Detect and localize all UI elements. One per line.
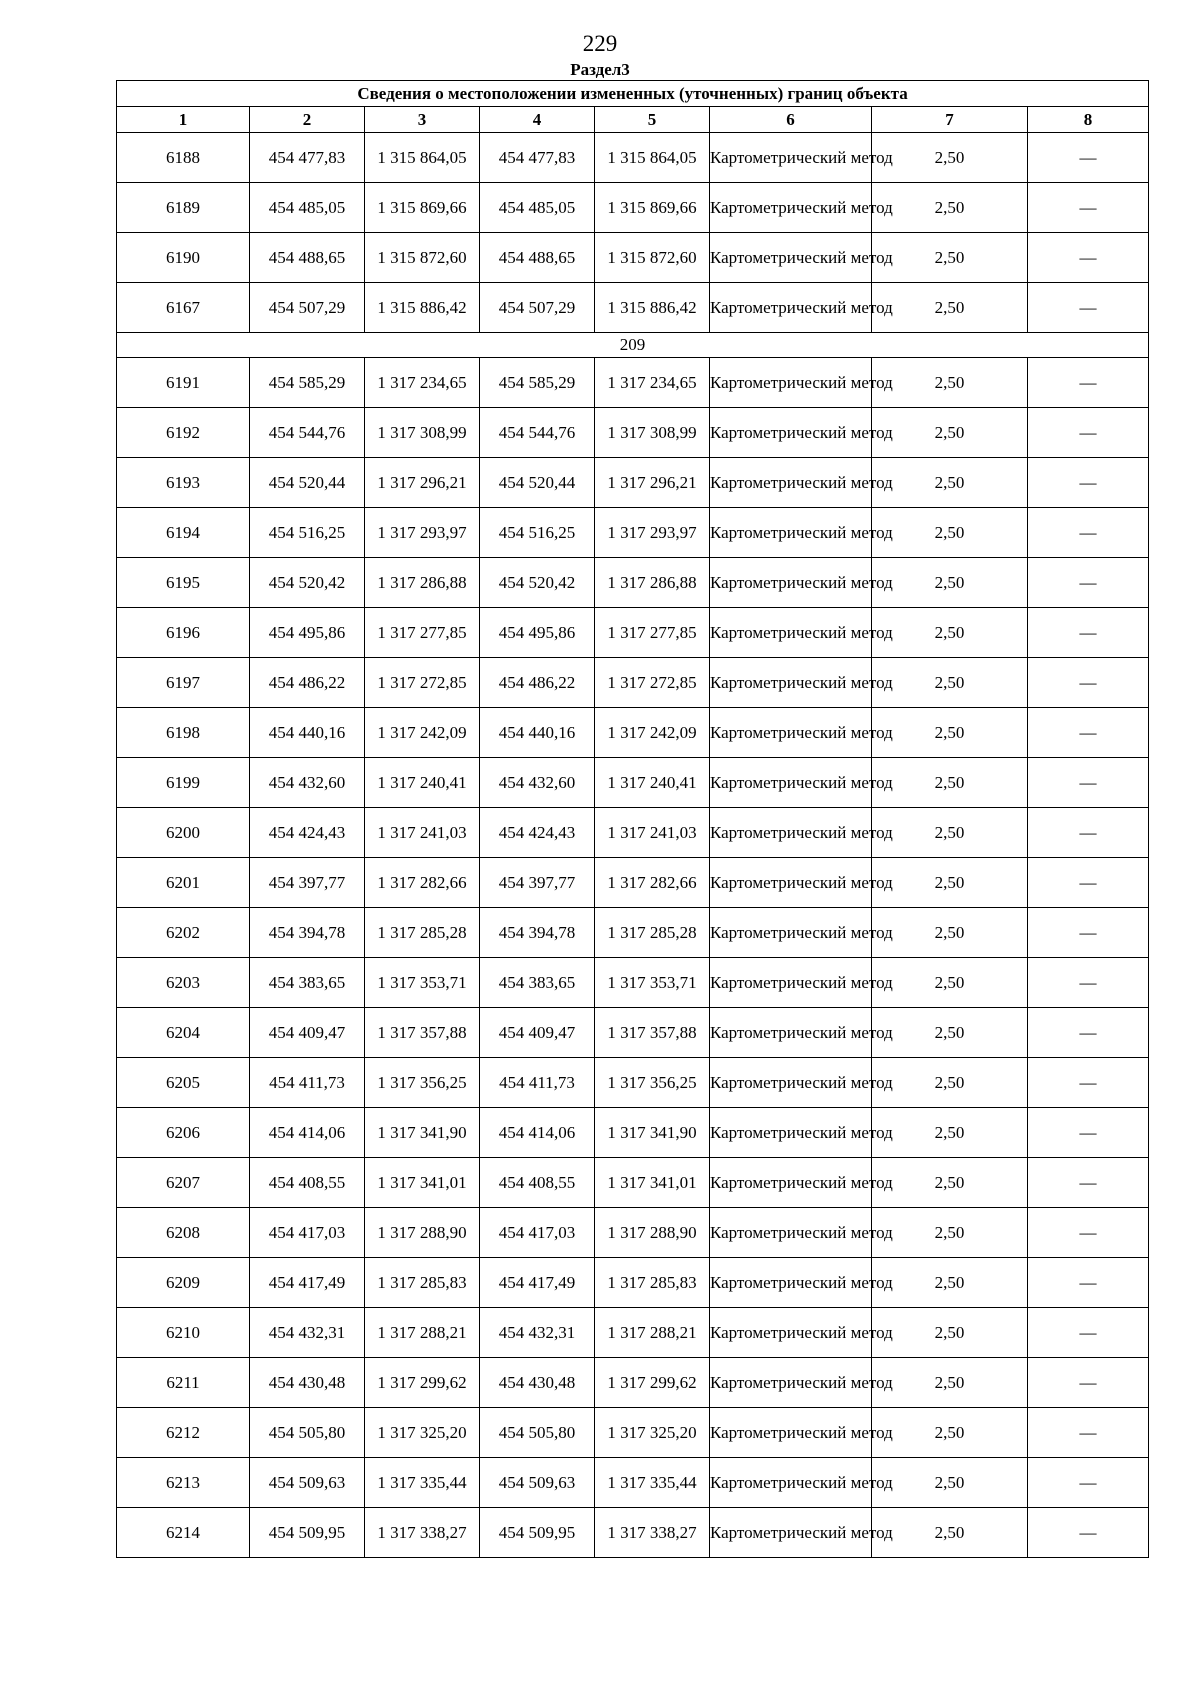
- coordinate-cell: 1 317 282,66: [365, 858, 480, 908]
- coordinate-cell: 454 585,29: [250, 358, 365, 408]
- table-row: [117, 458, 1149, 508]
- coordinate-cell: 454 507,29: [480, 283, 595, 333]
- coordinate-cell: 1 317 277,85: [365, 608, 480, 658]
- accuracy-cell: 2,50: [872, 1308, 1028, 1358]
- coordinate-cell: 1 317 338,27: [365, 1508, 480, 1558]
- coordinate-cell: 1 315 886,42: [595, 283, 710, 333]
- column-number: 8: [1028, 107, 1149, 133]
- method-cell: Картометрический метод: [710, 1008, 872, 1058]
- table-row: [117, 283, 1149, 333]
- accuracy-cell: 2,50: [872, 283, 1028, 333]
- coordinate-cell: 454 585,29: [480, 358, 595, 408]
- coordinate-cell: 1 315 864,05: [595, 133, 710, 183]
- accuracy-cell: 2,50: [872, 608, 1028, 658]
- coordinate-cell: 454 507,29: [250, 283, 365, 333]
- accuracy-cell: 2,50: [872, 1108, 1028, 1158]
- accuracy-cell: 2,50: [872, 408, 1028, 458]
- coordinate-cell: 454 488,65: [250, 233, 365, 283]
- coordinate-cell: 454 505,80: [250, 1408, 365, 1458]
- coordinate-cell: 454 411,73: [250, 1058, 365, 1108]
- coordinate-cell: 1 315 869,66: [365, 183, 480, 233]
- page-number: 229: [582, 31, 618, 56]
- table-row: [117, 558, 1149, 608]
- table-row: [117, 508, 1149, 558]
- table-row: [117, 1408, 1149, 1458]
- coordinate-cell: 1 317 325,20: [365, 1408, 480, 1458]
- table-row: [117, 658, 1149, 708]
- coordinate-cell: 454 383,65: [250, 958, 365, 1008]
- coordinate-cell: 454 440,16: [250, 708, 365, 758]
- table-row: [117, 133, 1149, 183]
- accuracy-cell: 2,50: [872, 1408, 1028, 1458]
- empty-value-cell: —: [1028, 458, 1149, 508]
- coordinate-cell: 1 317 296,21: [595, 458, 710, 508]
- coordinate-cell: 1 315 872,60: [365, 233, 480, 283]
- table-caption: Сведения о местоположении измененных (уточненных) границ объекта: [117, 81, 1149, 107]
- coordinate-cell: 1 317 277,85: [595, 608, 710, 658]
- table-row: [117, 183, 1149, 233]
- accuracy-cell: 2,50: [872, 1008, 1028, 1058]
- coordinate-cell: 454 430,48: [250, 1358, 365, 1408]
- accuracy-cell: 2,50: [872, 858, 1028, 908]
- empty-value-cell: —: [1028, 558, 1149, 608]
- method-cell: Картометрический метод: [710, 133, 872, 183]
- empty-value-cell: —: [1028, 1358, 1149, 1408]
- coordinate-cell: 454 414,06: [480, 1108, 595, 1158]
- coordinate-cell: 454 495,86: [480, 608, 595, 658]
- coordinate-cell: 1 317 285,83: [595, 1258, 710, 1308]
- coordinate-cell: 454 495,86: [250, 608, 365, 658]
- coordinate-cell: 1 317 234,65: [595, 358, 710, 408]
- coordinate-cell: 454 509,95: [480, 1508, 595, 1558]
- point-id-cell: 6205: [117, 1058, 250, 1108]
- table-row: [117, 1108, 1149, 1158]
- coordinate-cell: 454 485,05: [250, 183, 365, 233]
- point-id-cell: 6196: [117, 608, 250, 658]
- point-id-cell: 6199: [117, 758, 250, 808]
- coordinate-cell: 454 477,83: [250, 133, 365, 183]
- column-number: 5: [595, 107, 710, 133]
- method-cell: Картометрический метод: [710, 1308, 872, 1358]
- empty-value-cell: —: [1028, 183, 1149, 233]
- method-cell: Картометрический метод: [710, 1258, 872, 1308]
- accuracy-cell: 2,50: [872, 1508, 1028, 1558]
- coordinate-cell: 1 317 293,97: [595, 508, 710, 558]
- empty-value-cell: —: [1028, 1508, 1149, 1558]
- coordinate-cell: 454 509,63: [480, 1458, 595, 1508]
- coordinate-cell: 454 509,63: [250, 1458, 365, 1508]
- point-id-cell: 6201: [117, 858, 250, 908]
- method-cell: Картометрический метод: [710, 558, 872, 608]
- empty-value-cell: —: [1028, 958, 1149, 1008]
- table-caption-row: [117, 81, 1149, 107]
- coordinate-cell: 1 317 356,25: [365, 1058, 480, 1108]
- coordinate-cell: 1 317 357,88: [365, 1008, 480, 1058]
- table-row: [117, 1358, 1149, 1408]
- point-id-cell: 6190: [117, 233, 250, 283]
- coordinate-cell: 1 317 308,99: [365, 408, 480, 458]
- empty-value-cell: —: [1028, 508, 1149, 558]
- empty-value-cell: —: [1028, 908, 1149, 958]
- coordinate-cell: 454 414,06: [250, 1108, 365, 1158]
- empty-value-cell: —: [1028, 1408, 1149, 1458]
- coordinate-cell: 454 516,25: [480, 508, 595, 558]
- point-id-cell: 6197: [117, 658, 250, 708]
- coordinate-cell: 454 417,49: [480, 1258, 595, 1308]
- accuracy-cell: 2,50: [872, 658, 1028, 708]
- empty-value-cell: —: [1028, 283, 1149, 333]
- point-id-cell: 6212: [117, 1408, 250, 1458]
- point-id-cell: 6209: [117, 1258, 250, 1308]
- point-id-cell: 6188: [117, 133, 250, 183]
- point-id-cell: 6211: [117, 1358, 250, 1408]
- coordinate-cell: 454 485,05: [480, 183, 595, 233]
- accuracy-cell: 2,50: [872, 758, 1028, 808]
- section-title: Раздел3: [570, 60, 630, 79]
- accuracy-cell: 2,50: [872, 358, 1028, 408]
- coordinate-cell: 1 317 335,44: [365, 1458, 480, 1508]
- point-id-cell: 6207: [117, 1158, 250, 1208]
- accuracy-cell: 2,50: [872, 133, 1028, 183]
- method-cell: Картометрический метод: [710, 908, 872, 958]
- table-row: [117, 1308, 1149, 1358]
- coordinate-cell: 1 317 234,65: [365, 358, 480, 408]
- coordinate-cell: 454 432,60: [480, 758, 595, 808]
- empty-value-cell: —: [1028, 1308, 1149, 1358]
- point-id-cell: 6202: [117, 908, 250, 958]
- coordinate-cell: 1 317 299,62: [365, 1358, 480, 1408]
- table-row: [117, 1008, 1149, 1058]
- column-number: 3: [365, 107, 480, 133]
- coordinate-cell: 454 516,25: [250, 508, 365, 558]
- column-number: 6: [710, 107, 872, 133]
- coordinate-cell: 1 317 353,71: [365, 958, 480, 1008]
- coordinate-cell: 1 317 288,90: [595, 1208, 710, 1258]
- coordinate-cell: 454 417,03: [250, 1208, 365, 1258]
- coordinate-cell: 1 317 286,88: [365, 558, 480, 608]
- coordinate-cell: 454 394,78: [250, 908, 365, 958]
- column-number: 1: [117, 107, 250, 133]
- point-id-cell: 6195: [117, 558, 250, 608]
- coordinate-cell: 454 520,42: [250, 558, 365, 608]
- coordinate-cell: 1 317 353,71: [595, 958, 710, 1008]
- empty-value-cell: —: [1028, 358, 1149, 408]
- table-row: [117, 608, 1149, 658]
- method-cell: Картометрический метод: [710, 508, 872, 558]
- group-label: 209: [117, 333, 1149, 358]
- coordinate-cell: 1 317 285,28: [365, 908, 480, 958]
- coordinate-cell: 1 317 341,01: [365, 1158, 480, 1208]
- coordinates-table: [116, 80, 1149, 1558]
- accuracy-cell: 2,50: [872, 1058, 1028, 1108]
- method-cell: Картометрический метод: [710, 408, 872, 458]
- coordinate-cell: 1 317 288,21: [365, 1308, 480, 1358]
- point-id-cell: 6213: [117, 1458, 250, 1508]
- coordinate-cell: 1 317 272,85: [365, 658, 480, 708]
- table-row: [117, 233, 1149, 283]
- table-row: [117, 408, 1149, 458]
- coordinate-cell: 454 417,49: [250, 1258, 365, 1308]
- method-cell: Картометрический метод: [710, 858, 872, 908]
- coordinate-cell: 1 317 338,27: [595, 1508, 710, 1558]
- point-id-cell: 6198: [117, 708, 250, 758]
- empty-value-cell: —: [1028, 1108, 1149, 1158]
- method-cell: Картометрический метод: [710, 658, 872, 708]
- table-row: [117, 1258, 1149, 1308]
- coordinate-cell: 1 317 299,62: [595, 1358, 710, 1408]
- accuracy-cell: 2,50: [872, 233, 1028, 283]
- method-cell: Картометрический метод: [710, 1508, 872, 1558]
- coordinate-cell: 454 383,65: [480, 958, 595, 1008]
- coordinate-cell: 1 317 288,90: [365, 1208, 480, 1258]
- point-id-cell: 6193: [117, 458, 250, 508]
- accuracy-cell: 2,50: [872, 183, 1028, 233]
- accuracy-cell: 2,50: [872, 1458, 1028, 1508]
- coordinate-cell: 454 520,44: [250, 458, 365, 508]
- coordinate-cell: 454 409,47: [250, 1008, 365, 1058]
- coordinate-cell: 1 317 293,97: [365, 508, 480, 558]
- coordinate-cell: 454 520,42: [480, 558, 595, 608]
- point-id-cell: 6203: [117, 958, 250, 1008]
- coordinate-cell: 454 424,43: [480, 808, 595, 858]
- table-row: [117, 1208, 1149, 1258]
- table-row: [117, 1458, 1149, 1508]
- point-id-cell: 6192: [117, 408, 250, 458]
- empty-value-cell: —: [1028, 233, 1149, 283]
- table-row: [117, 1508, 1149, 1558]
- coordinate-cell: 454 544,76: [250, 408, 365, 458]
- method-cell: Картометрический метод: [710, 1408, 872, 1458]
- method-cell: Картометрический метод: [710, 1158, 872, 1208]
- method-cell: Картометрический метод: [710, 1458, 872, 1508]
- coordinate-cell: 454 408,55: [480, 1158, 595, 1208]
- method-cell: Картометрический метод: [710, 608, 872, 658]
- table-row: [117, 758, 1149, 808]
- empty-value-cell: —: [1028, 658, 1149, 708]
- coordinate-cell: 1 317 341,01: [595, 1158, 710, 1208]
- empty-value-cell: —: [1028, 758, 1149, 808]
- coordinate-cell: 454 408,55: [250, 1158, 365, 1208]
- coordinate-cell: 1 317 341,90: [595, 1108, 710, 1158]
- coordinate-cell: 1 315 872,60: [595, 233, 710, 283]
- coordinate-cell: 454 430,48: [480, 1358, 595, 1408]
- accuracy-cell: 2,50: [872, 458, 1028, 508]
- column-number: 2: [250, 107, 365, 133]
- coordinate-cell: 1 317 282,66: [595, 858, 710, 908]
- method-cell: Картометрический метод: [710, 708, 872, 758]
- coordinate-cell: 1 317 357,88: [595, 1008, 710, 1058]
- coordinate-cell: 454 409,47: [480, 1008, 595, 1058]
- column-number: 4: [480, 107, 595, 133]
- empty-value-cell: —: [1028, 1458, 1149, 1508]
- group-row: [117, 333, 1149, 358]
- accuracy-cell: 2,50: [872, 958, 1028, 1008]
- coordinate-cell: 1 317 240,41: [595, 758, 710, 808]
- empty-value-cell: —: [1028, 408, 1149, 458]
- coordinate-cell: 1 317 242,09: [365, 708, 480, 758]
- table-row: [117, 1158, 1149, 1208]
- method-cell: Картометрический метод: [710, 1208, 872, 1258]
- empty-value-cell: —: [1028, 1208, 1149, 1258]
- accuracy-cell: 2,50: [872, 508, 1028, 558]
- table-row: [117, 908, 1149, 958]
- point-id-cell: 6206: [117, 1108, 250, 1158]
- method-cell: Картометрический метод: [710, 1358, 872, 1408]
- coordinate-cell: 454 505,80: [480, 1408, 595, 1458]
- coordinate-cell: 1 315 869,66: [595, 183, 710, 233]
- coordinate-cell: 1 317 286,88: [595, 558, 710, 608]
- point-id-cell: 6210: [117, 1308, 250, 1358]
- empty-value-cell: —: [1028, 708, 1149, 758]
- point-id-cell: 6214: [117, 1508, 250, 1558]
- coordinate-cell: 454 397,77: [480, 858, 595, 908]
- coordinate-cell: 454 488,65: [480, 233, 595, 283]
- accuracy-cell: 2,50: [872, 808, 1028, 858]
- method-cell: Картометрический метод: [710, 808, 872, 858]
- coordinate-cell: 1 317 242,09: [595, 708, 710, 758]
- table-row: [117, 708, 1149, 758]
- point-id-cell: 6191: [117, 358, 250, 408]
- coordinate-cell: 1 317 308,99: [595, 408, 710, 458]
- accuracy-cell: 2,50: [872, 1358, 1028, 1408]
- accuracy-cell: 2,50: [872, 558, 1028, 608]
- point-id-cell: 6189: [117, 183, 250, 233]
- method-cell: Картометрический метод: [710, 233, 872, 283]
- method-cell: Картометрический метод: [710, 758, 872, 808]
- coordinate-cell: 454 440,16: [480, 708, 595, 758]
- empty-value-cell: —: [1028, 1158, 1149, 1208]
- point-id-cell: 6208: [117, 1208, 250, 1258]
- point-id-cell: 6204: [117, 1008, 250, 1058]
- coordinate-cell: 1 317 335,44: [595, 1458, 710, 1508]
- point-id-cell: 6167: [117, 283, 250, 333]
- coordinate-cell: 1 317 356,25: [595, 1058, 710, 1108]
- coordinate-cell: 454 432,31: [250, 1308, 365, 1358]
- method-cell: Картометрический метод: [710, 358, 872, 408]
- table-row: [117, 958, 1149, 1008]
- coordinate-cell: 454 417,03: [480, 1208, 595, 1258]
- coordinate-cell: 1 317 288,21: [595, 1308, 710, 1358]
- coordinate-cell: 454 432,60: [250, 758, 365, 808]
- empty-value-cell: —: [1028, 1058, 1149, 1108]
- coordinate-cell: 1 317 285,28: [595, 908, 710, 958]
- method-cell: Картометрический метод: [710, 958, 872, 1008]
- empty-value-cell: —: [1028, 133, 1149, 183]
- coordinate-cell: 454 411,73: [480, 1058, 595, 1108]
- coordinate-cell: 1 317 241,03: [365, 808, 480, 858]
- coordinate-cell: 454 397,77: [250, 858, 365, 908]
- coordinate-cell: 454 486,22: [480, 658, 595, 708]
- method-cell: Картометрический метод: [710, 283, 872, 333]
- coordinate-cell: 454 424,43: [250, 808, 365, 858]
- coordinate-cell: 454 509,95: [250, 1508, 365, 1558]
- accuracy-cell: 2,50: [872, 1258, 1028, 1308]
- coordinate-cell: 454 394,78: [480, 908, 595, 958]
- table-row: [117, 808, 1149, 858]
- method-cell: Картометрический метод: [710, 1108, 872, 1158]
- accuracy-cell: 2,50: [872, 908, 1028, 958]
- coordinate-cell: 454 432,31: [480, 1308, 595, 1358]
- table-row: [117, 858, 1149, 908]
- empty-value-cell: —: [1028, 1258, 1149, 1308]
- accuracy-cell: 2,50: [872, 1158, 1028, 1208]
- table-body: [117, 133, 1149, 1558]
- method-cell: Картометрический метод: [710, 1058, 872, 1108]
- coordinate-cell: 1 317 341,90: [365, 1108, 480, 1158]
- coordinate-cell: 1 317 240,41: [365, 758, 480, 808]
- coordinate-cell: 1 315 864,05: [365, 133, 480, 183]
- empty-value-cell: —: [1028, 858, 1149, 908]
- method-cell: Картометрический метод: [710, 458, 872, 508]
- coordinate-cell: 1 317 325,20: [595, 1408, 710, 1458]
- table-row: [117, 358, 1149, 408]
- coordinate-cell: 454 520,44: [480, 458, 595, 508]
- coordinate-cell: 1 315 886,42: [365, 283, 480, 333]
- point-id-cell: 6194: [117, 508, 250, 558]
- coordinate-cell: 454 486,22: [250, 658, 365, 708]
- column-number-row: [117, 107, 1149, 133]
- column-number: 7: [872, 107, 1028, 133]
- empty-value-cell: —: [1028, 608, 1149, 658]
- coordinate-cell: 1 317 296,21: [365, 458, 480, 508]
- empty-value-cell: —: [1028, 808, 1149, 858]
- accuracy-cell: 2,50: [872, 1208, 1028, 1258]
- coordinate-cell: 1 317 272,85: [595, 658, 710, 708]
- point-id-cell: 6200: [117, 808, 250, 858]
- accuracy-cell: 2,50: [872, 708, 1028, 758]
- coordinate-cell: 1 317 285,83: [365, 1258, 480, 1308]
- coordinate-cell: 1 317 241,03: [595, 808, 710, 858]
- method-cell: Картометрический метод: [710, 183, 872, 233]
- coordinate-cell: 454 477,83: [480, 133, 595, 183]
- coordinate-cell: 454 544,76: [480, 408, 595, 458]
- empty-value-cell: —: [1028, 1008, 1149, 1058]
- table-row: [117, 1058, 1149, 1108]
